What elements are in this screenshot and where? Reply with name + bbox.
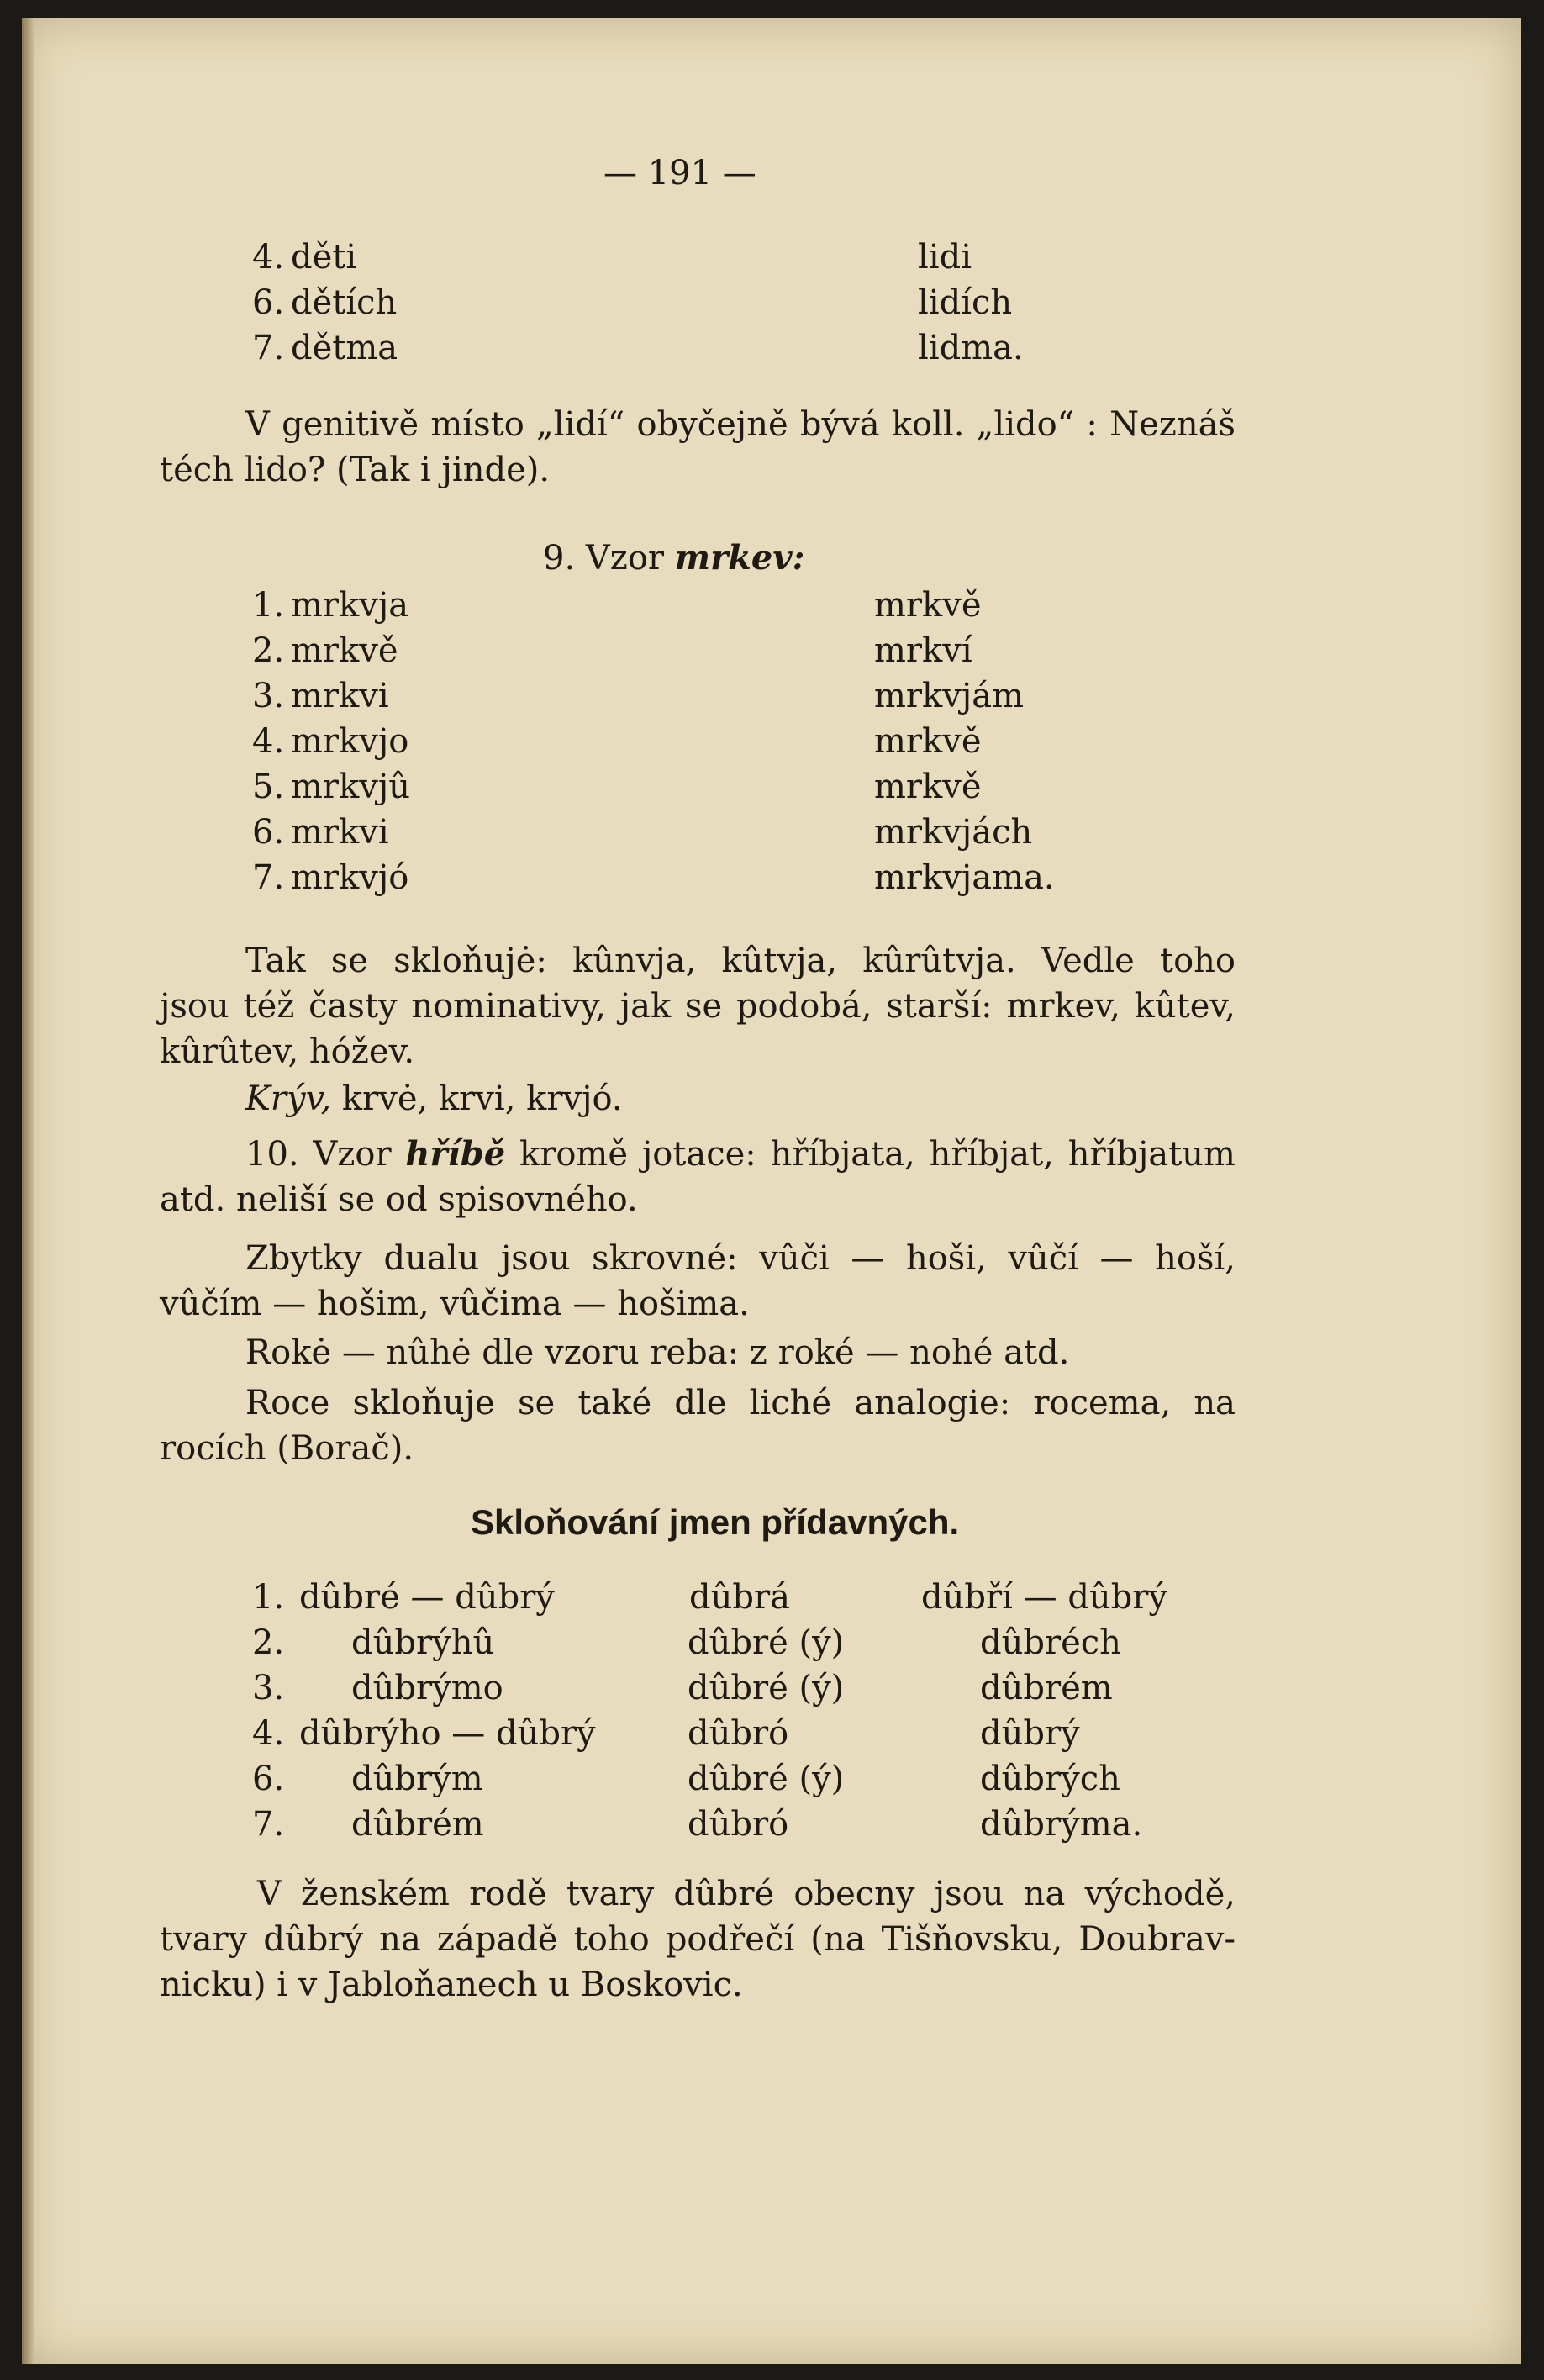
table-cell: dûbré — dûbrý xyxy=(299,1578,555,1617)
table-cell: mrkvě xyxy=(291,631,398,670)
text-line: atd. neliší se od spisovného. xyxy=(160,1180,638,1219)
text-line: nicku) i v Jabloňanech u Boskovic. xyxy=(160,1966,743,2004)
table-cell: dûbrých xyxy=(980,1760,1120,1798)
italic-word: hříbě xyxy=(405,1134,506,1174)
text-line: jsou též časty nominativy, jak se podobá, starší: mrkev, kûtev, xyxy=(160,987,1236,1026)
table-row-num: 4. xyxy=(252,722,285,761)
table-cell: dûbró xyxy=(688,1714,789,1753)
text-rest: krvė, krvi, krvjó. xyxy=(331,1079,623,1118)
paragraph-roke xyxy=(160,1330,1236,1375)
table-cell: mrkví xyxy=(874,631,972,670)
page-gutter xyxy=(22,18,34,2364)
table-cell: mrkvjû xyxy=(291,768,411,806)
table-cell: dûbré (ý) xyxy=(688,1623,845,1662)
italic-word: Krýv, xyxy=(245,1079,332,1118)
text-line: tvary dûbrý na západě toho podřečí (na Tišňovsku, Doubrav- xyxy=(160,1920,1236,1959)
text-prefix: 10. Vzor xyxy=(245,1135,406,1174)
text-line xyxy=(160,1132,1236,1177)
table-row-num: 6. xyxy=(252,813,285,852)
text-line xyxy=(160,1076,1236,1121)
text-line: Rokė — nûhė dle vzoru reba: z roké — nohé atd. xyxy=(245,1333,1070,1372)
table-row-num: 3. xyxy=(252,1669,285,1707)
table-cell: děti xyxy=(291,238,357,277)
table-cell: dûbrém xyxy=(351,1805,484,1844)
text-line: vûčím — hošim, vûčima — hošima. xyxy=(160,1285,750,1323)
table-cell: dûbrýma. xyxy=(980,1805,1143,1844)
table-row-num: 4. xyxy=(252,238,285,277)
table-cell: dûbré (ý) xyxy=(688,1669,845,1707)
table-cell: mrkvjám xyxy=(874,677,1025,715)
table-row-num: 3. xyxy=(252,677,285,715)
table-row-num: 5. xyxy=(252,768,285,806)
paragraph-final xyxy=(160,1871,1236,2008)
text-rest: kromě jotace: hříbjata, hříbjat, hříbjatum xyxy=(505,1135,1236,1174)
table-cell: mrkvjó xyxy=(291,858,409,897)
table-cell: dûbró xyxy=(688,1805,789,1844)
paragraph-tak xyxy=(160,938,1236,1074)
text-line: kûrûtev, hóžev. xyxy=(160,1032,415,1071)
section-title xyxy=(543,538,805,578)
paragraph-genitive xyxy=(160,402,1236,493)
table-row-num: 7. xyxy=(252,1805,285,1844)
text-line: Tak se skloňujė: kûnvja, kûtvja, kûrûtvja. Vedle toho xyxy=(245,942,1236,980)
section-title-word: mrkev: xyxy=(674,538,805,578)
table-cell: dûbrýmo xyxy=(351,1669,503,1707)
table-cell: mrkvjo xyxy=(291,722,409,761)
paragraph-kryv xyxy=(160,1076,1236,1121)
text-line: V ženském rodě tvary dûbré obecny jsou na východě, xyxy=(257,1875,1236,1913)
text-line: V genitivě místo „lidí“ obyčejně bývá koll. „lido“ : Neznáš xyxy=(245,405,1236,444)
table-cell: lidi xyxy=(918,238,972,277)
table-cell: mrkvjama. xyxy=(874,858,1055,897)
table-cell: mrkvě xyxy=(874,586,982,625)
table-cell: dûbrým xyxy=(351,1760,483,1798)
table-cell: dûbrýhû xyxy=(351,1623,495,1662)
section-title-prefix: 9. Vzor xyxy=(543,539,665,578)
table-cell: dětma xyxy=(291,329,398,367)
table-row-num: 6. xyxy=(252,283,285,322)
table-cell: dûbří — dûbrý xyxy=(921,1578,1168,1617)
table-cell: dětích xyxy=(291,283,398,322)
paragraph-roce xyxy=(160,1380,1236,1471)
table-row-num: 2. xyxy=(252,631,285,670)
paragraph-10 xyxy=(160,1132,1236,1222)
section-heading: Skloňování jmen přídavných. xyxy=(471,1502,960,1542)
table-cell: mrkvjách xyxy=(874,813,1033,852)
table-cell: dûbrýho — dûbrý xyxy=(299,1714,596,1753)
table-cell: mrkvě xyxy=(874,722,982,761)
table-cell: dûbré (ý) xyxy=(688,1760,845,1798)
table-row-num: 1. xyxy=(252,1578,285,1617)
table-cell: dûbrém xyxy=(980,1669,1113,1707)
page-number: — 191 — xyxy=(603,154,756,193)
table-row-num: 7. xyxy=(252,329,285,367)
text-line: téch lido? (Tak i jinde). xyxy=(160,451,551,489)
text-line: rocích (Borač). xyxy=(160,1429,414,1468)
text-line: Zbytky dualu jsou skrovné: vûči — hoši, vûčí — hoší, xyxy=(245,1239,1236,1278)
table-cell: dûbréch xyxy=(980,1623,1121,1662)
table-cell: lidích xyxy=(918,283,1013,322)
table-cell: lidma. xyxy=(918,329,1024,367)
table-row-num: 1. xyxy=(252,586,285,625)
table-row-num: 2. xyxy=(252,1623,285,1662)
table-cell: mrkvi xyxy=(291,813,389,852)
table-row-num: 6. xyxy=(252,1760,285,1798)
table-cell: dûbrý xyxy=(980,1714,1080,1753)
paragraph-zbytky xyxy=(160,1236,1236,1327)
table-cell: dûbrá xyxy=(689,1578,790,1617)
table-cell: mrkvě xyxy=(874,768,982,806)
table-row-num: 4. xyxy=(252,1714,285,1753)
table-row-num: 7. xyxy=(252,858,285,897)
table-cell: mrkvja xyxy=(291,586,409,625)
table-cell: mrkvi xyxy=(291,677,389,715)
text-line: Roce skloňuje se také dle liché analogie: rocema, na xyxy=(245,1384,1236,1422)
